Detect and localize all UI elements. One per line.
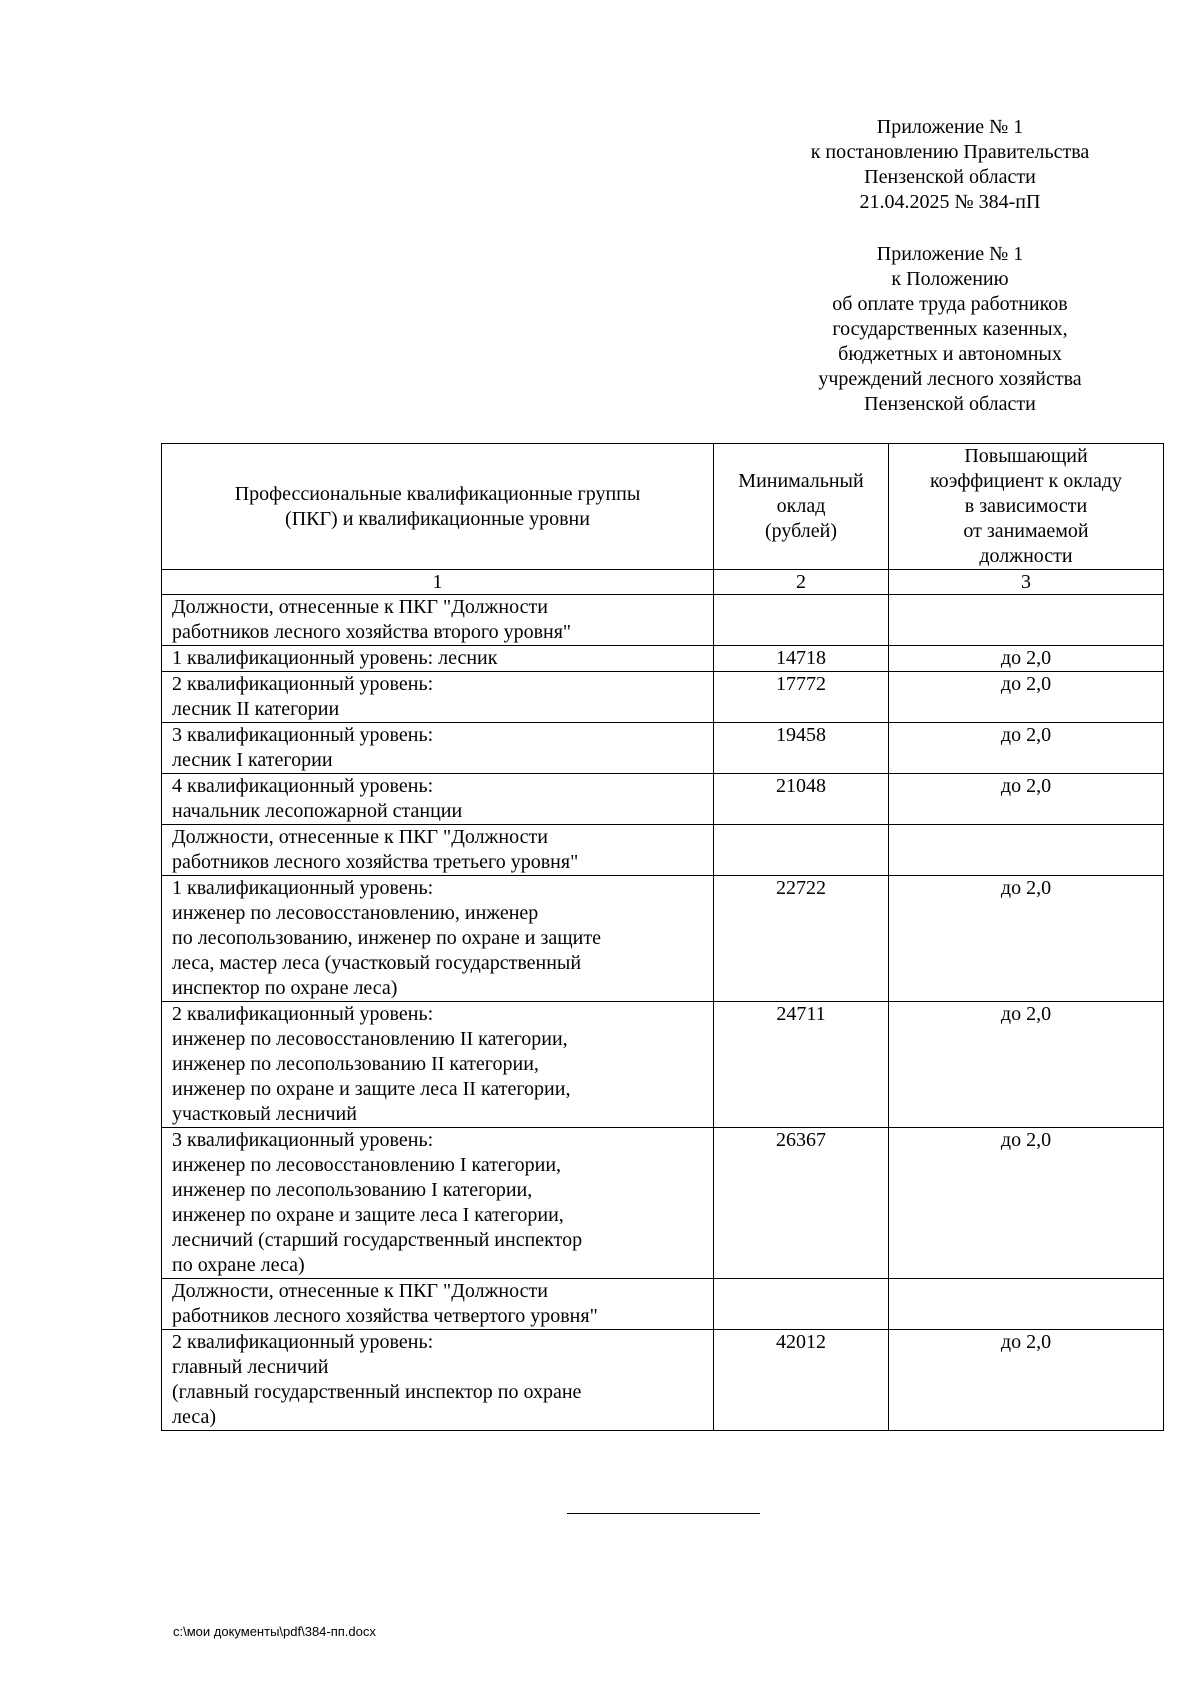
position-line: инженер по лесовосстановлению II категории, [172,1028,568,1050]
table-row [162,774,1164,825]
appendix-header-regulation [740,242,1160,417]
position-cell [162,672,714,723]
column-header-3-line: от занимаемой [963,520,1089,542]
position-cell [162,876,714,1002]
column-header-3-line: коэффициент к окладу [929,470,1123,492]
position-line: лесник II категории [172,698,340,720]
salary-cell [714,595,889,646]
salary-cell: 26367 [714,1128,889,1279]
table-header-row [162,444,1164,570]
header-1-line: Приложение № 1 [876,116,1024,138]
salary-table [161,443,1164,1431]
separator-line [567,1513,760,1514]
coefficient-cell [889,595,1164,646]
group-title-cell [162,825,714,876]
table-row [162,1128,1164,1279]
position-cell [162,1002,714,1128]
position-line: по лесопользованию, инженер по охране и защите [172,927,601,949]
coefficient-cell: до 2,0 [889,1128,1164,1279]
position-line: инженер по охране и защите леса II категории, [172,1078,571,1100]
group-title-line: Должности, отнесенные к ПКГ "Должности [172,826,548,848]
salary-cell: 24711 [714,1002,889,1128]
header-2-line: к Положению [891,268,1009,290]
table-row [162,672,1164,723]
coefficient-cell: до 2,0 [889,876,1164,1002]
document-file-path: c:\мои документы\pdf\384-пп.docx [173,1624,376,1639]
position-line: инженер по лесовосстановлению, инженер [172,902,539,924]
position-line: начальник лесопожарной станции [172,800,463,822]
position-line: 4 квалификационный уровень: [172,775,434,797]
table-row [162,646,1164,672]
position-cell [162,646,714,672]
column-header-1 [162,444,714,570]
position-line: лесник I категории [172,749,333,771]
header-1-line: Пензенской области [864,166,1036,188]
column-header-3-line: Повышающий [964,445,1088,467]
header-2-line: учреждений лесного хозяйства [818,368,1082,390]
position-line: главный лесничий [172,1356,329,1378]
group-title-line: Должности, отнесенные к ПКГ "Должности [172,596,548,618]
position-line: инженер по лесопользованию II категории, [172,1053,539,1075]
header-2-line: об оплате труда работников [832,293,1068,315]
coefficient-cell [889,1279,1164,1330]
column-header-2-line: (рублей) [764,520,838,542]
group-row [162,825,1164,876]
column-number: 2 [714,570,889,595]
group-title-line: работников лесного хозяйства третьего уровня" [172,851,579,873]
position-line: 1 квалификационный уровень: [172,877,434,899]
position-line: инженер по лесопользованию I категории, [172,1179,533,1201]
table-row [162,723,1164,774]
group-title-cell [162,595,714,646]
column-header-1-line: (ПКГ) и квалификационные уровни [285,507,590,530]
header-2-line: Приложение № 1 [876,243,1024,265]
position-line: 3 квалификационный уровень: [172,724,434,746]
position-cell [162,1330,714,1431]
position-line: лесничий (старший государственный инспектор [172,1229,583,1251]
coefficient-cell [889,825,1164,876]
position-line: участковый лесничий [172,1103,357,1125]
table-row [162,1330,1164,1431]
header-2-line: бюджетных и автономных [838,343,1062,365]
position-line: инженер по охране и защите леса I категории, [172,1204,564,1226]
salary-cell: 21048 [714,774,889,825]
table-row [162,876,1164,1002]
coefficient-cell: до 2,0 [889,774,1164,825]
column-header-3 [889,444,1164,570]
header-2-line: государственных казенных, [832,318,1068,340]
position-line: 2 квалификационный уровень: [172,1331,434,1353]
coefficient-cell: до 2,0 [889,1330,1164,1431]
appendix-header-resolution [740,115,1160,215]
group-row [162,1279,1164,1330]
coefficient-cell: до 2,0 [889,723,1164,774]
position-line: 3 квалификационный уровень: [172,1129,434,1151]
table-row [162,1002,1164,1128]
header-1-line: 21.04.2025 № 384-пП [859,191,1041,213]
position-cell [162,723,714,774]
salary-cell: 22722 [714,876,889,1002]
header-1-line: к постановлению Правительства [810,141,1090,163]
salary-cell: 17772 [714,672,889,723]
coefficient-cell: до 2,0 [889,672,1164,723]
position-cell [162,1128,714,1279]
column-number-row [162,570,1164,595]
coefficient-cell: до 2,0 [889,646,1164,672]
column-header-2-line: оклад [776,495,826,517]
group-title-line: Должности, отнесенные к ПКГ "Должности [172,1280,548,1302]
position-line: леса) [172,1406,217,1428]
position-line: леса, мастер леса (участковый государственный [172,952,582,974]
salary-cell: 14718 [714,646,889,672]
position-line: инженер по лесовосстановлению I категории, [172,1154,562,1176]
position-line: (главный государственный инспектор по охране [172,1381,582,1403]
position-line: инспектор по охране леса) [172,977,398,999]
column-header-3-line: должности [979,545,1073,567]
position-line: 2 квалификационный уровень: [172,673,434,695]
position-cell [162,774,714,825]
column-number: 3 [889,570,1164,595]
position-line: по охране леса) [172,1254,305,1276]
column-header-2-line: Минимальный [738,470,864,492]
coefficient-cell: до 2,0 [889,1002,1164,1128]
group-title-line: работников лесного хозяйства второго уровня" [172,621,572,643]
salary-cell: 19458 [714,723,889,774]
column-header-1-line: Профессиональные квалификационные группы [234,482,641,505]
column-header-2 [714,444,889,570]
group-title-cell [162,1279,714,1330]
salary-cell: 42012 [714,1330,889,1431]
group-title-line: работников лесного хозяйства четвертого уровня" [172,1305,598,1327]
group-row [162,595,1164,646]
column-header-3-line: в зависимости [964,495,1088,517]
position-line: 1 квалификационный уровень: лесник [172,647,498,669]
header-2-line: Пензенской области [864,393,1036,415]
position-line: 2 квалификационный уровень: [172,1003,434,1025]
column-number: 1 [162,570,714,595]
salary-cell [714,1279,889,1330]
salary-cell [714,825,889,876]
